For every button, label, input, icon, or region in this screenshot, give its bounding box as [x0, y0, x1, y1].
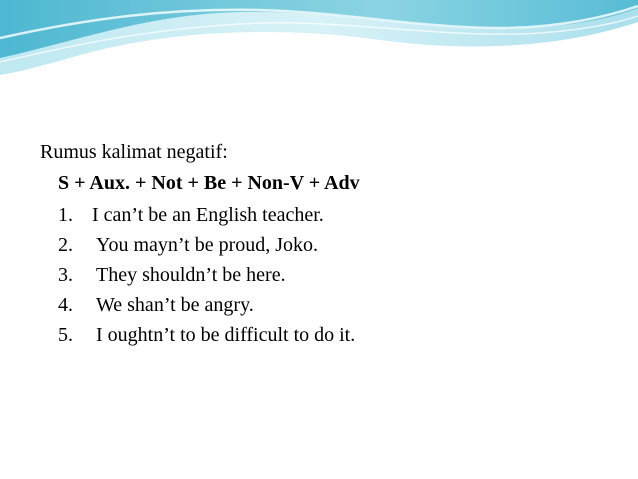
slide-body: [40, 138, 600, 350]
formula-negative: S + Aux. + Not + Be + Non-V + Adv: [58, 172, 360, 194]
example-number: 3.: [58, 264, 73, 286]
example-text: I oughtn’t to be difficult to do it.: [96, 324, 356, 346]
example-text: They shouldn’t be here.: [96, 264, 286, 286]
example-number: 4.: [58, 294, 73, 316]
example-number: 1.: [58, 204, 73, 226]
example-item: [58, 230, 600, 260]
example-list: [40, 200, 600, 350]
example-item: [58, 260, 600, 290]
example-item: [58, 200, 600, 230]
example-item: [58, 320, 600, 350]
example-item: [58, 290, 600, 320]
heading-negative-formula: Rumus kalimat negatif:: [40, 141, 228, 163]
example-number: 5.: [58, 324, 73, 346]
example-text: I can’t be an English teacher.: [92, 204, 324, 226]
example-number: 2.: [58, 234, 73, 256]
wave-banner-decoration: [0, 0, 638, 80]
example-text: We shan’t be angry.: [96, 294, 254, 316]
example-text: You mayn’t be proud, Joko.: [96, 234, 319, 256]
